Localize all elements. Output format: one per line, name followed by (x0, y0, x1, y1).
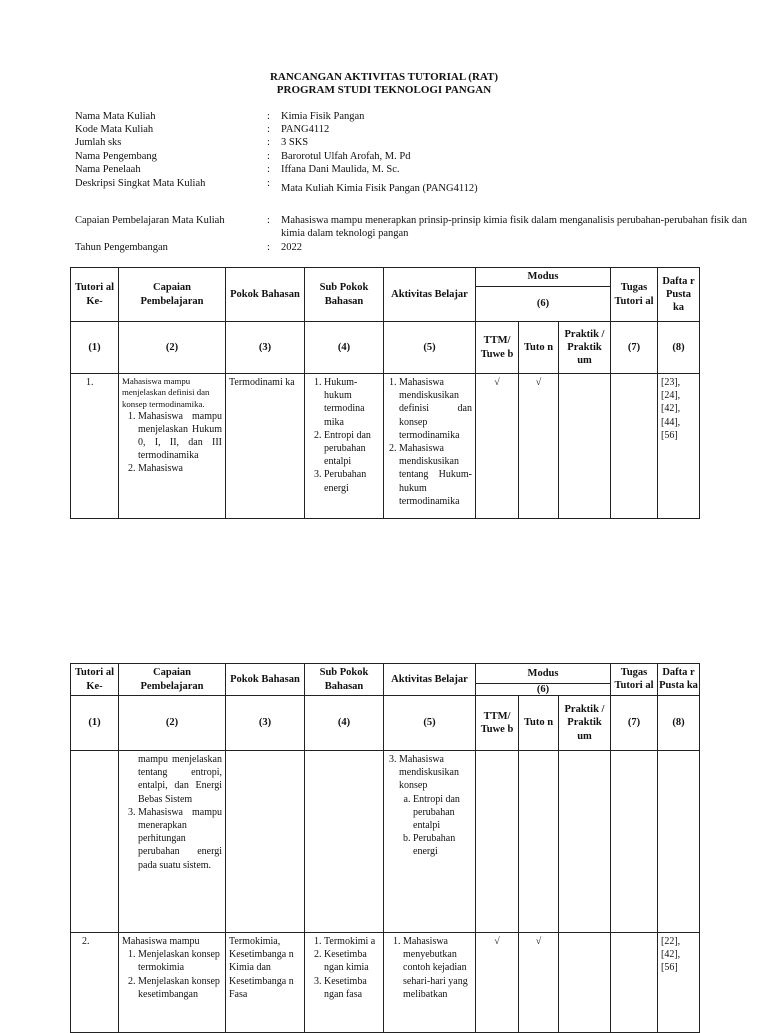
aktivitas-cell (384, 751, 476, 933)
header-pokok-bahasan: Pokok Bahasan (226, 664, 305, 696)
pustaka-cell: [23], [24], [42], [44], [56] (658, 374, 700, 519)
list-item: 2. Entropi dan perubahan entalpi (324, 429, 380, 469)
header-col-5: (5) (384, 322, 476, 374)
header-aktivitas: Aktivitas Belajar (384, 664, 476, 696)
rat-table-page-1 (70, 267, 700, 519)
list-item: b. Perubahan energi (413, 832, 472, 858)
description-value: Mata Kuliah Kimia Fisik Pangan (PANG4112) (281, 183, 478, 194)
colon: : (267, 124, 270, 135)
table-row (71, 374, 700, 519)
header-col-8: (8) (658, 322, 700, 374)
pokok-bahasan-cell (226, 751, 305, 933)
info-row-course-name (75, 110, 761, 123)
header-praktik: Praktik / Praktik um (559, 696, 611, 751)
info-row-learning-outcome (75, 214, 761, 240)
header-col-5: (5) (384, 696, 476, 751)
aktivitas-sublist (399, 793, 472, 859)
list-item: 1. Mahasiswa mendiskusikan definisi dan konsep termodinamika (399, 376, 472, 442)
document-title: RANCANGAN AKTIVITAS TUTORIAL (RAT) (269, 71, 499, 83)
colon: : (267, 215, 270, 226)
document-subtitle: PROGRAM STUDI TEKNOLOGI PANGAN (276, 84, 492, 96)
ttm-cell (476, 751, 519, 933)
aktivitas-list (387, 935, 472, 1001)
tuton-check: √ (519, 933, 559, 1033)
pokok-bahasan-cell: Termokimia, Kesetimbanga n Kimia dan Kesetimbanga n Fasa (226, 933, 305, 1033)
header-modus: Modus (476, 268, 611, 287)
tugas-cell (611, 374, 658, 519)
header-aktivitas: Aktivitas Belajar (384, 268, 476, 322)
sub-pokok-cell (305, 933, 384, 1033)
colon: : (267, 111, 270, 122)
aktivitas-list (387, 753, 472, 859)
capaian-list (122, 806, 222, 872)
year-label: Tahun Pengembangan (75, 242, 168, 253)
header-col-7: (7) (611, 322, 658, 374)
capaian-continued: mampu menjelaskan tentang entropi, entalpi, dan Energi Bebas Sistem (138, 754, 222, 805)
colon: : (267, 178, 270, 189)
course-name-value: Kimia Fisik Pangan (281, 111, 365, 122)
pustaka-cell: [22], [42], [56] (658, 933, 700, 1033)
header-tugas: Tugas Tutori al (611, 664, 658, 696)
header-capaian: Capaian Pembelajaran (119, 664, 226, 696)
colon: : (267, 242, 270, 253)
aktivitas-cell (384, 374, 476, 519)
info-row-credits (75, 136, 761, 149)
info-row-developer (75, 150, 761, 163)
header-modus: Modus (476, 664, 611, 684)
capaian-list (122, 948, 222, 1001)
header-tugas: Tugas Tutori al (611, 268, 658, 322)
colon: : (267, 164, 270, 175)
row-number (71, 751, 119, 933)
ttm-check: √ (476, 933, 519, 1033)
capaian-cell (119, 933, 226, 1033)
description-label: Deskripsi Singkat Mata Kuliah (75, 178, 206, 189)
info-row-reviewer (75, 163, 761, 176)
learning-outcome-label: Capaian Pembelajaran Mata Kuliah (75, 215, 225, 226)
list-item: 3. Mahasiswa mampu menerapkan perhitungan perubahan energi pada suatu sistem. (138, 806, 222, 872)
capaian-intro: Mahasiswa mampu menjelaskan definisi dan konsep termodinamika. (122, 376, 210, 409)
developer-value: Barorotul Ulfah Arofah, M. Pd (281, 151, 411, 162)
pokok-bahasan-cell: Termodinami ka (226, 374, 305, 519)
colon: : (267, 151, 270, 162)
header-modus-number: (6) (476, 684, 611, 696)
sub-pokok-list (308, 376, 380, 495)
header-capaian: Capaian Pembelajaran (119, 268, 226, 322)
header-col-8: (8) (658, 696, 700, 751)
developer-label: Nama Pengembang (75, 151, 157, 162)
pustaka-cell (658, 751, 700, 933)
list-item: 2. Menjelaskan konsep kesetimbangan (138, 975, 222, 1001)
header-col-1: (1) (71, 696, 119, 751)
capaian-intro: Mahasiswa mampu (122, 936, 200, 947)
list-item: 3. Kesetimba ngan fasa (324, 975, 380, 1001)
header-daftar-pustaka: Dafta r Pusta ka (658, 664, 700, 696)
rat-table-page-2 (70, 663, 700, 1033)
list-item: 2. Kesetimba ngan kimia (324, 948, 380, 974)
list-item: 1. Hukum-hukum termodina mika (324, 376, 380, 429)
info-row-description (75, 177, 761, 195)
header-daftar-pustaka: Dafta r Pusta ka (658, 268, 700, 322)
list-item: 3. Perubahan energi (324, 468, 380, 494)
capaian-cell (119, 751, 226, 933)
aktivitas-cell (384, 933, 476, 1033)
credits-value: 3 SKS (281, 137, 309, 148)
tugas-cell (611, 751, 658, 933)
info-row-year (75, 241, 761, 254)
colon: : (267, 137, 270, 148)
header-col-1: (1) (71, 322, 119, 374)
header-sub-pokok-bahasan: Sub Pokok Bahasan (305, 268, 384, 322)
header-col-3: (3) (226, 322, 305, 374)
tuton-cell (519, 751, 559, 933)
tugas-cell (611, 933, 658, 1033)
tuton-check: √ (519, 374, 559, 519)
praktik-cell (559, 933, 611, 1033)
list-item: 1. Termokimi a (324, 935, 380, 948)
header-tutorial: Tutori al Ke- (71, 268, 119, 322)
table-row (71, 933, 700, 1033)
header-sub-pokok-bahasan: Sub Pokok Bahasan (305, 664, 384, 696)
row-number: 1. (71, 374, 119, 519)
course-code-value: PANG4112 (281, 124, 330, 135)
header-col-2: (2) (119, 696, 226, 751)
row-number: 2. (71, 933, 119, 1033)
header-col-3: (3) (226, 696, 305, 751)
info-row-course-code (75, 123, 761, 136)
year-value: 2022 (281, 242, 302, 253)
course-name-label: Nama Mata Kuliah (75, 111, 156, 122)
credits-label: Jumlah sks (75, 137, 122, 148)
header-ttm: TTM/ Tuwe b (476, 696, 519, 751)
header-col-2: (2) (119, 322, 226, 374)
table-row (71, 751, 700, 933)
capaian-cell (119, 374, 226, 519)
praktik-cell (559, 374, 611, 519)
list-item: 2. Mahasiswa (138, 462, 222, 475)
header-tuton: Tuto n (519, 322, 559, 374)
header-col-4: (4) (305, 322, 384, 374)
sub-pokok-cell (305, 751, 384, 933)
ttm-check: √ (476, 374, 519, 519)
list-item: 3. Mahasiswa mendiskusikan konsep a. Entropi dan perubahan entalpi b. Perubahan energi (399, 753, 472, 859)
learning-outcome-value: Mahasiswa mampu menerapkan prinsip-prinsip kimia fisik dalam menganalisis perubahan-perubahan fisik dan kimia dalam teknologi pangan (281, 215, 747, 239)
header-praktik: Praktik / Praktik um (559, 322, 611, 374)
header-ttm: TTM/ Tuwe b (476, 322, 519, 374)
list-item: 1. Mahasiswa menyebutkan contoh kejadian sehari-hari yang melibatkan (403, 935, 472, 1001)
praktik-cell (559, 751, 611, 933)
header-pokok-bahasan: Pokok Bahasan (226, 268, 305, 322)
capaian-list (122, 410, 222, 475)
reviewer-label: Nama Penelaah (75, 164, 141, 175)
course-code-label: Kode Mata Kuliah (75, 124, 154, 135)
list-item: 1. Mahasiswa mampu menjelaskan Hukum 0, I, II, dan III termodinamika (138, 410, 222, 462)
list-item: a. Entropi dan perubahan entalpi (413, 793, 472, 833)
header-modus-number: (6) (476, 287, 611, 322)
list-item: 2. Mahasiswa mendiskusikan tentang Hukum-hukum termodinamika (399, 442, 472, 508)
aktivitas-list (387, 376, 472, 508)
reviewer-value: Iffana Dani Maulida, M. Sc. (281, 164, 400, 175)
list-item: 1. Menjelaskan konsep termokimia (138, 948, 222, 974)
header-col-7: (7) (611, 696, 658, 751)
header-tuton: Tuto n (519, 696, 559, 751)
header-col-4: (4) (305, 696, 384, 751)
header-tutorial: Tutori al Ke- (71, 664, 119, 696)
sub-pokok-cell (305, 374, 384, 519)
sub-pokok-list (308, 935, 380, 1001)
